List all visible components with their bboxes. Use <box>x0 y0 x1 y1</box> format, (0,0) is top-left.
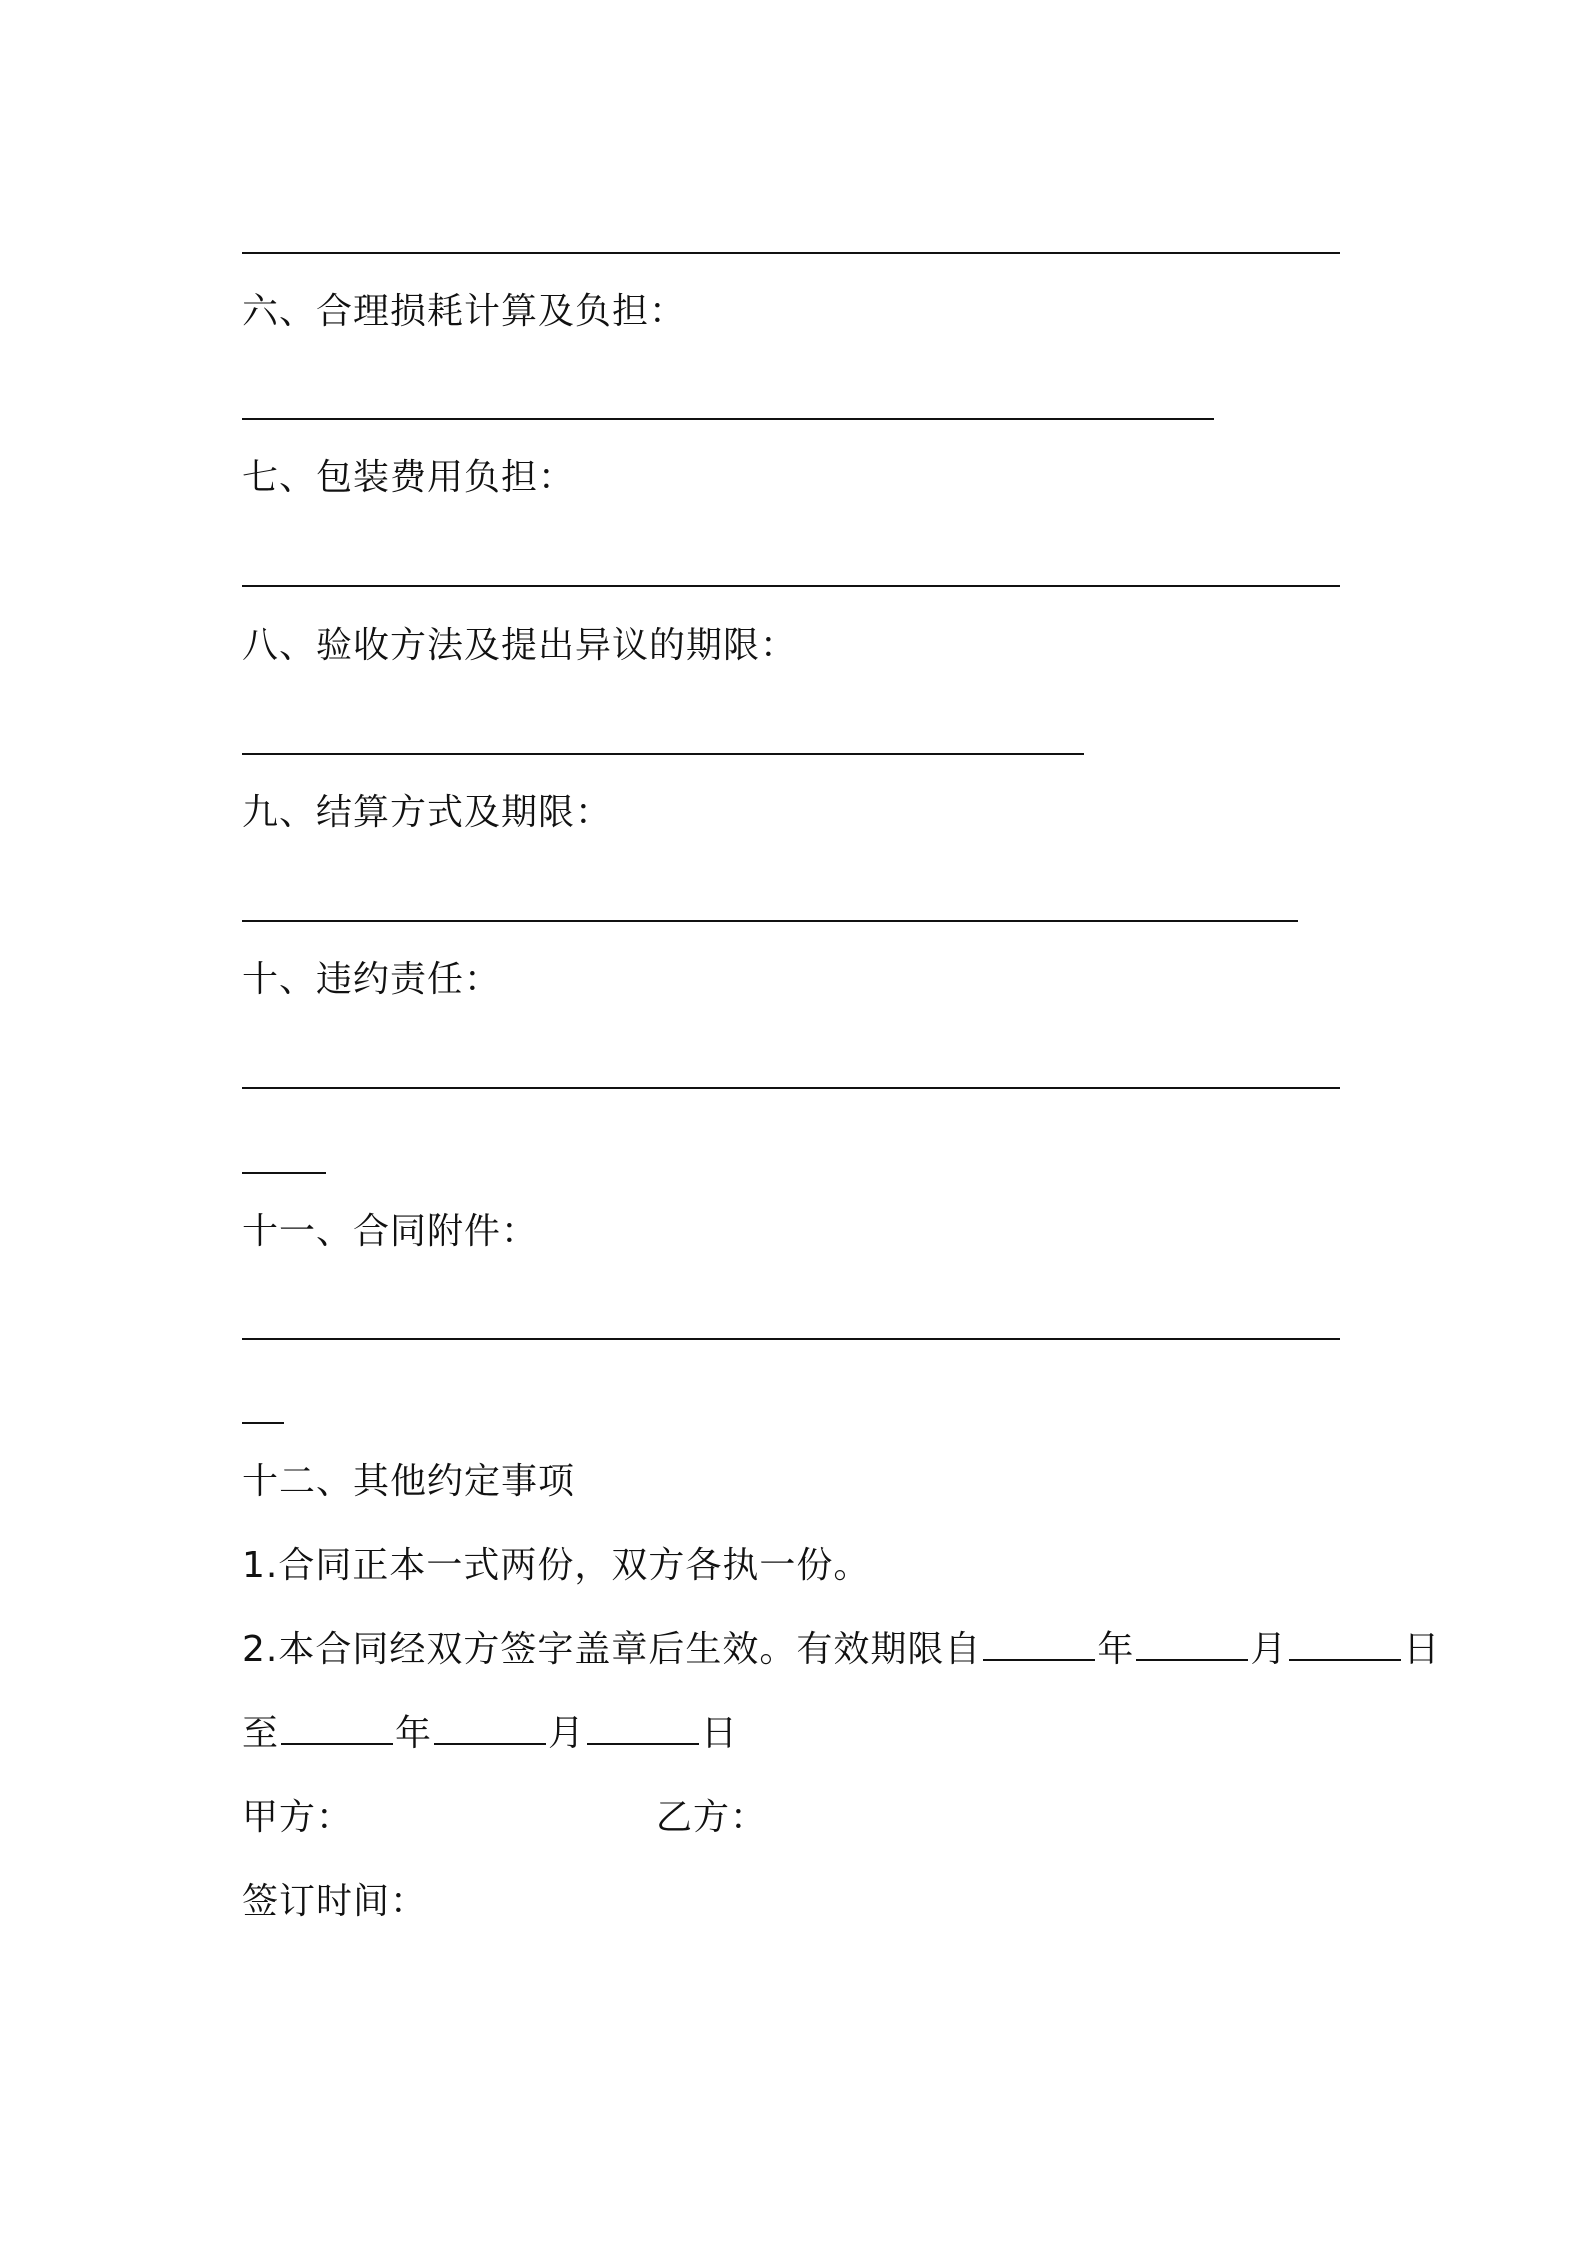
section-7-title: 七、包装费用负担： <box>242 457 576 498</box>
signed-time-label: 签订时间： <box>242 1881 428 1922</box>
month-blank[interactable] <box>1136 1629 1248 1661</box>
section-10-title: 十、违约责任： <box>242 959 502 1000</box>
month-blank[interactable] <box>434 1713 546 1745</box>
blank-line[interactable] <box>242 920 1298 922</box>
clause-2-line-2 <box>242 1712 738 1756</box>
blank-line-continued[interactable] <box>242 1172 326 1174</box>
clause-1: 1.合同正本一式两份，双方各执一份。 <box>242 1545 871 1586</box>
blank-line[interactable] <box>242 1338 1340 1340</box>
to-label: 至 <box>242 1713 280 1754</box>
year-blank[interactable] <box>281 1713 393 1745</box>
clause-2-line-1 <box>242 1628 1440 1672</box>
blank-line[interactable] <box>242 418 1214 420</box>
section-6-title: 六、合理损耗计算及负担： <box>242 291 687 332</box>
section-8-title: 八、验收方法及提出异议的期限： <box>242 625 798 666</box>
party-b-label: 乙方： <box>656 1797 768 1838</box>
month-label: 月 <box>548 1713 586 1754</box>
party-a-label: 甲方： <box>242 1797 354 1838</box>
blank-line-continued[interactable] <box>242 1422 284 1424</box>
day-label: 日 <box>1403 1629 1441 1670</box>
section-12-title: 十二、其他约定事项 <box>242 1461 576 1502</box>
day-blank[interactable] <box>1289 1629 1401 1661</box>
blank-line[interactable] <box>242 585 1340 587</box>
section-11-title: 十一、合同附件： <box>242 1211 539 1252</box>
year-label: 年 <box>395 1713 433 1754</box>
blank-line[interactable] <box>242 252 1340 254</box>
month-label: 月 <box>1250 1629 1288 1670</box>
day-blank[interactable] <box>587 1713 699 1745</box>
blank-line[interactable] <box>242 1087 1340 1089</box>
year-blank[interactable] <box>983 1629 1095 1661</box>
clause-2-prefix: 2.本合同经双方签字盖章后生效。有效期限自 <box>242 1629 982 1670</box>
blank-line[interactable] <box>242 753 1084 755</box>
year-label: 年 <box>1097 1629 1135 1670</box>
day-label: 日 <box>701 1713 739 1754</box>
section-9-title: 九、结算方式及期限： <box>242 792 613 833</box>
